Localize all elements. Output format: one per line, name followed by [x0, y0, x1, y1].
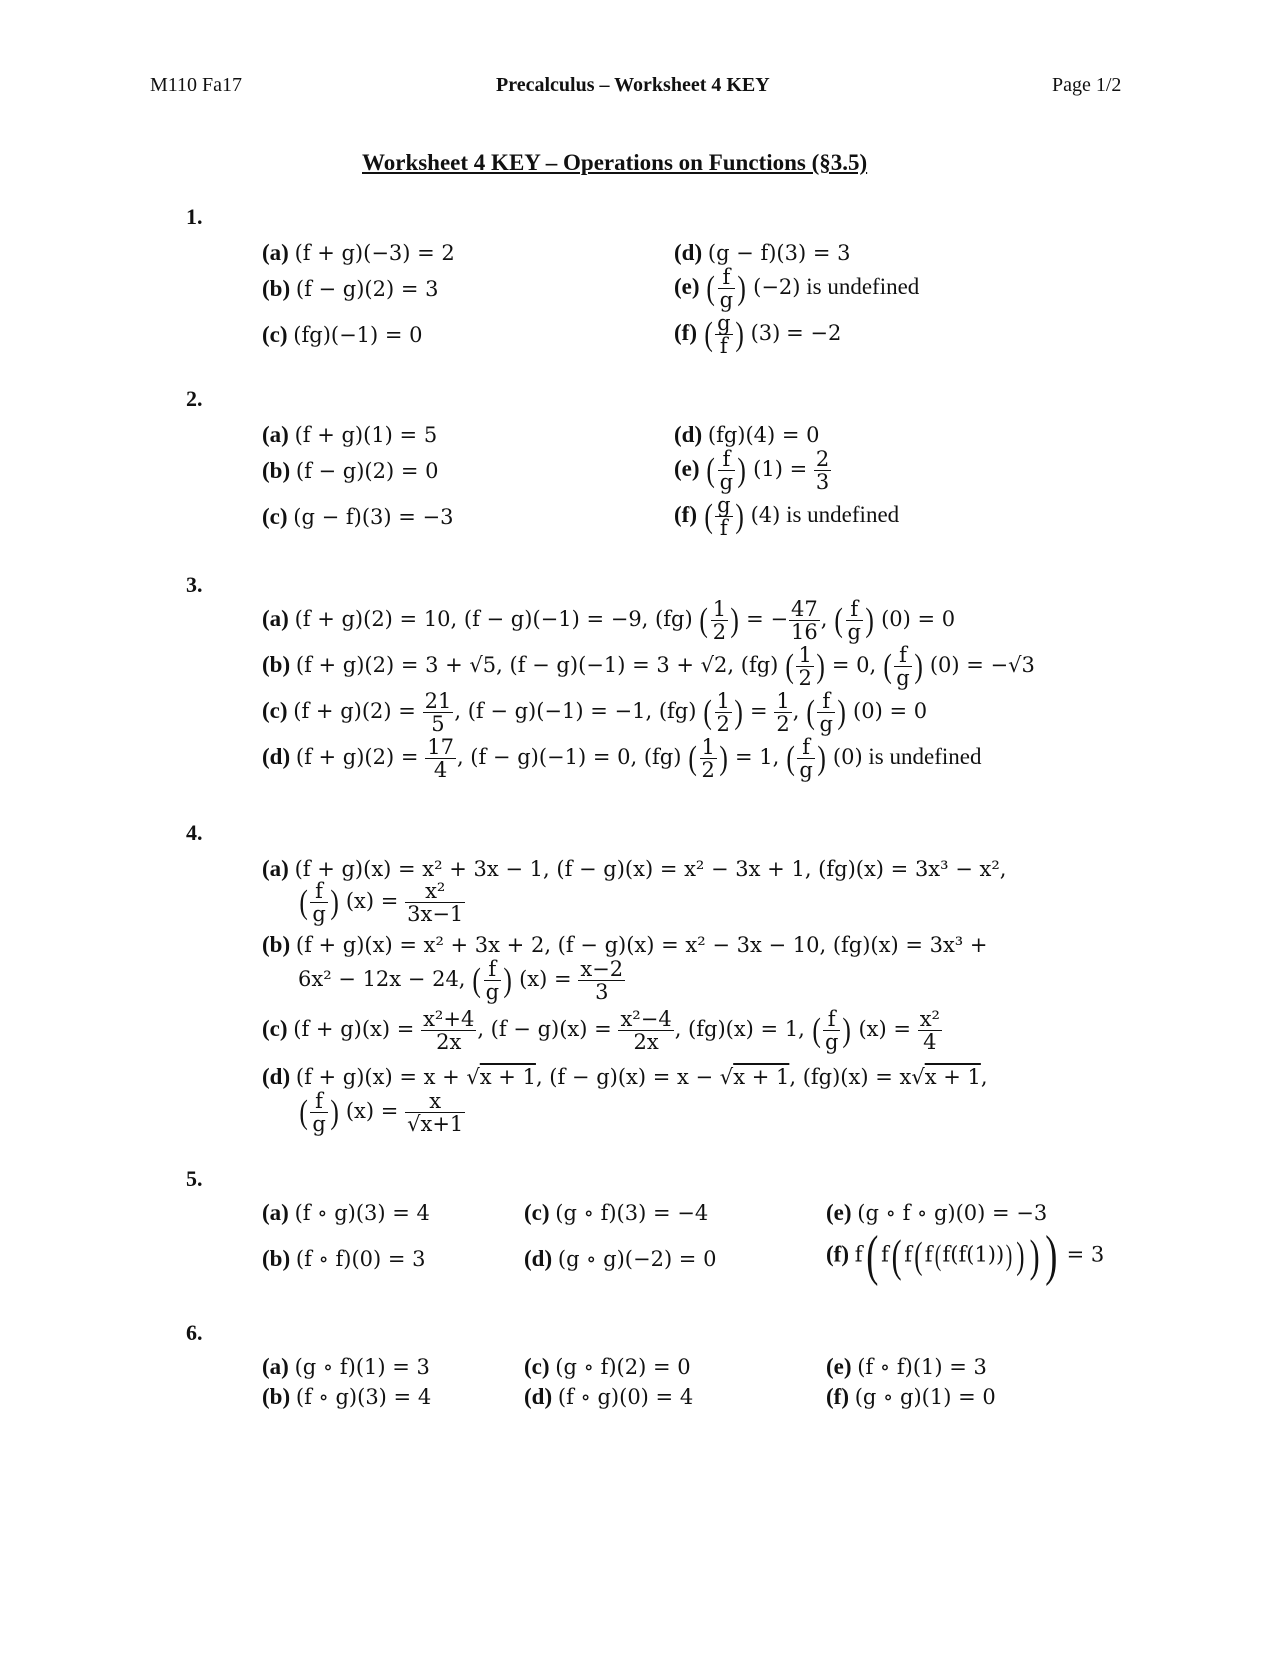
answer-5c: (c) (g ∘ f)(3) = −4 [524, 1200, 709, 1225]
answer-3a: (a) (f + g)(2) = 10, (f − g)(−1) = −9, (fg) ( $\frac{1}{2}$ ) = − $\frac{47}{16}$ , ( $\frac{f}{g}$ ) (0) = 0 [262, 597, 956, 645]
answer-2e: (e) ( $\frac{f}{g}$ ) (1) = $\frac{2}{3}$ [674, 447, 830, 495]
answer-5d: (d) (g ∘ g)(−2) = 0 [524, 1246, 717, 1271]
problem-number: 2. [186, 386, 203, 411]
answer-6f: (f) (g ∘ g)(1) = 0 [826, 1384, 996, 1409]
header-title: Precalculus – Worksheet 4 KEY [496, 74, 770, 96]
answer-2f: (f) ( $\frac{g}{f}$ ) (4) is undefined [674, 493, 900, 541]
answer-3b: (b) (f + g)(2) = 3 + √5, (f − g)(−1) = 3 + √2, (fg) ( $\frac{1}{2}$ ) = 0, ( $\frac{f}{g}$ ) (0) = −√3 [262, 643, 1035, 691]
problem-number: 4. [186, 820, 203, 845]
problem-number: 5. [186, 1166, 203, 1191]
answer-5f: (f) f( f( f( f(f(f(1))) ) ) ) = 3 [826, 1225, 1105, 1287]
answer-4d: (d) (f + g)(x) = x + √x + 1, (f − g)(x) = x − √x + 1, (fg)(x) = x√x + 1, [262, 1064, 988, 1089]
answer-1c: (c) (fg)(−1) = 0 [262, 322, 423, 347]
answer-6a: (a) (g ∘ f)(1) = 3 [262, 1354, 430, 1379]
answer-5b: (b) (f ∘ f)(0) = 3 [262, 1246, 426, 1271]
answer-4b: (b) (f + g)(x) = x² + 3x + 2, (f − g)(x) = x² − 3x − 10, (fg)(x) = 3x³ + [262, 932, 988, 957]
answer-4a-line2: ( $\frac{f}{g}$ ) (x) = $\frac{\text{x²}}{3x-1}$ [299, 879, 464, 927]
answer-2d: (d) (fg)(4) = 0 [674, 422, 820, 447]
answer-2b: (b) (f − g)(2) = 0 [262, 458, 439, 483]
answer-6c: (c) (g ∘ f)(2) = 0 [524, 1354, 691, 1379]
answer-6d: (d) (f ∘ g)(0) = 4 [524, 1384, 694, 1409]
answer-2c: (c) (g − f)(3) = −3 [262, 504, 454, 529]
answer-4d-line2: ( $\frac{f}{g}$ ) (x) = $\frac{x}{√x+1}$ [299, 1089, 464, 1137]
answer-6e: (e) (f ∘ f)(1) = 3 [826, 1354, 987, 1379]
answer-2a: (a) (f + g)(1) = 5 [262, 422, 438, 447]
problem-number: 3. [186, 572, 203, 597]
answer-4c: (c) (f + g)(x) = $\frac{\text{x²+4}}{2x}$ , (f − g)(x) = $\frac{\text{x²−4}}{2x}$ , (fg)(x) = 1, ( $\frac{f}{g}$ ) (x) = $\frac{\text{x²}}{4}$ [262, 1007, 940, 1055]
problem-number: 6. [186, 1320, 203, 1345]
answer-1e: (e) ( $\frac{f}{g}$ ) (−2) is undefined [674, 265, 920, 313]
header-page-number: Page 1/2 [1052, 74, 1122, 96]
answer-1f: (f) ( $\frac{g}{f}$ ) (3) = −2 [674, 311, 842, 359]
answer-6b: (b) (f ∘ g)(3) = 4 [262, 1384, 432, 1409]
problem-number: 1. [186, 204, 203, 229]
answer-1d: (d) (g − f)(3) = 3 [674, 240, 851, 265]
answer-1a: (a) (f + g)(−3) = 2 [262, 240, 455, 265]
answer-3c: (c) (f + g)(2) = $\frac{21}{5}$ , (f − g)(−1) = −1, (fg) ( $\frac{1}{2}$ ) = $\frac{1}{2}$ , ( $\frac{f}{g}$ ) (0) = 0 [262, 689, 928, 737]
answer-4b-line2: 6x² − 12x − 24, ( $\frac{f}{g}$ ) (x) = $\frac{x-2}{3}$ [298, 957, 624, 1005]
page-title: Worksheet 4 KEY – Operations on Functions (§3.5) [362, 150, 868, 175]
answer-3d: (d) (f + g)(2) = $\frac{17}{4}$ , (f − g)(−1) = 0, (fg) ( $\frac{1}{2}$ ) = 1, ( $\frac{f}{g}$ ) (0) is undefined [262, 735, 982, 783]
answer-4a: (a) (f + g)(x) = x² + 3x − 1, (f − g)(x) = x² − 3x + 1, (fg)(x) = 3x³ − x², [262, 856, 1007, 881]
answer-5e: (e) (g ∘ f ∘ g)(0) = −3 [826, 1200, 1048, 1225]
answer-1b: (b) (f − g)(2) = 3 [262, 276, 439, 301]
header-course: M110 Fa17 [150, 74, 243, 96]
answer-5a: (a) (f ∘ g)(3) = 4 [262, 1200, 430, 1225]
